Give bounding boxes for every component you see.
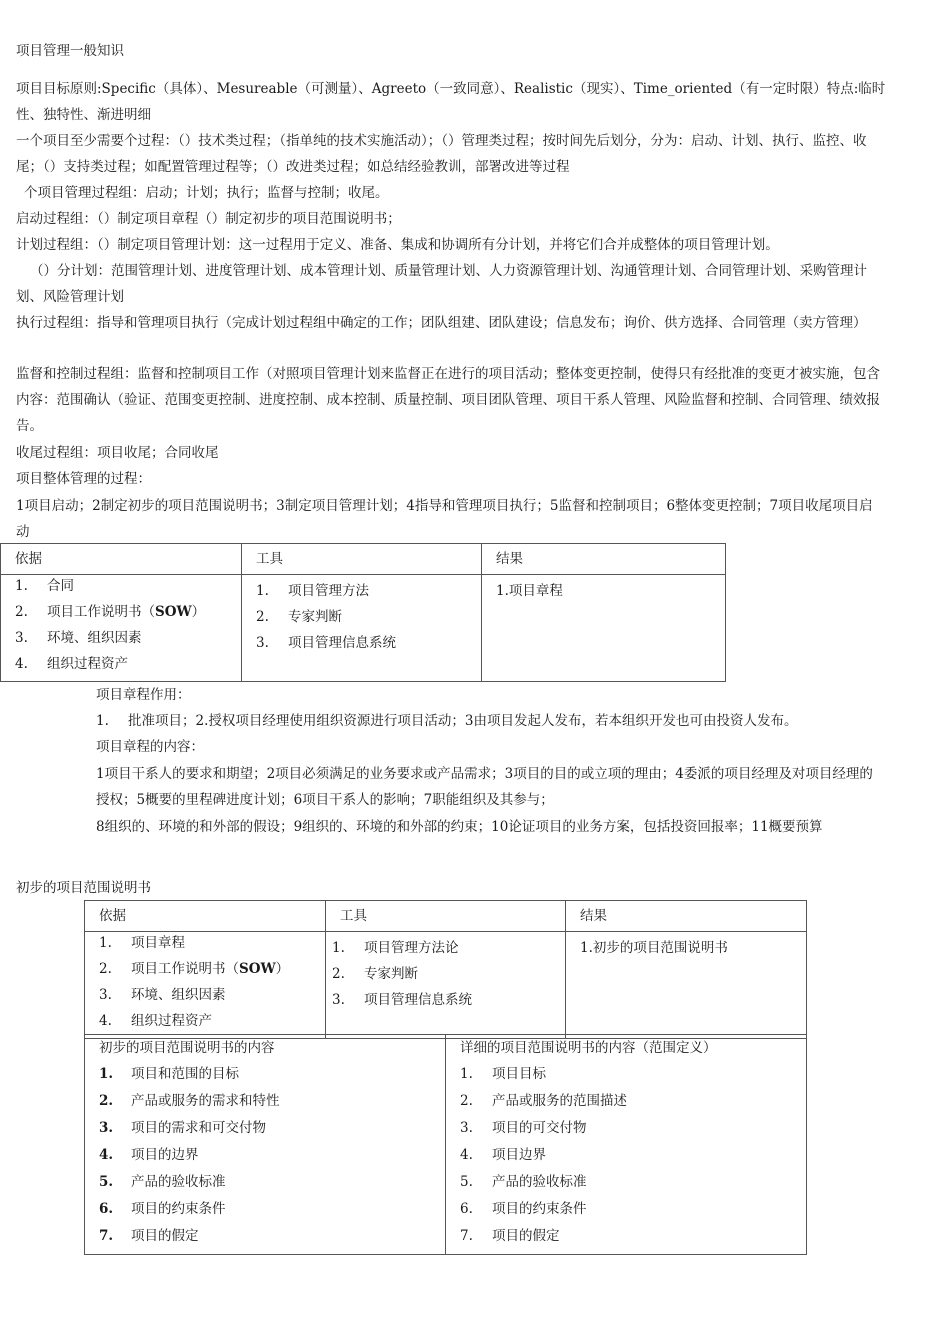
list-item: 4. 项目边界 (460, 1147, 546, 1163)
paragraph-integration-steps: 1项目启动；2制定初步的项目范围说明书；3制定项目管理计划；4指导和管理项目执行；5监督和控制项目；6整体变更控制；7项目收尾项目启动 (16, 498, 873, 540)
scope-title: 初步的项目范围说明书 (16, 880, 151, 896)
page-title: 项目管理一般知识 (16, 43, 124, 59)
charter-role-text: 1. 批准项目；2.授权项目经理使用组织资源进行项目活动；3由项目发起人发布，若本组织开发也可由投资人发布。 (96, 713, 798, 729)
paragraph-integration-title: 项目整体管理的过程： (16, 471, 151, 487)
list-item: 2. 项目工作说明书（SOW） (15, 604, 206, 620)
list-item: 2. 项目工作说明书（SOW） (99, 961, 290, 977)
list-item: 3. 环境、组织因素 (15, 630, 142, 646)
list-item: 1. 项目管理方法论 (332, 940, 459, 956)
list-item: 2. 产品或服务的范围描述 (460, 1093, 627, 1109)
scope-table (84, 900, 807, 1039)
paragraph-initiating: 启动过程组：（）制定项目章程（）制定初步的项目范围说明书； (16, 211, 401, 227)
inputs-cell (1, 575, 242, 682)
list-item: 1. 项目目标 (460, 1066, 546, 1082)
list-item: 3. 项目管理信息系统 (256, 635, 396, 651)
charter-content-2: 8组织的、环境的和外部的假设；9组织的、环境的和外部的约束；10论证项目的业务方案，包括投资回报率；11概要预算 (96, 819, 823, 835)
paragraph-processes: 一个项目至少需要个过程：（）技术类过程；（指单纯的技术实施活动）；（）管理类过程；按时间先后划分，分为：启动、计划、执行、监控、收尾；（）支持类过程；如配置管理过程等；（）改进类过程；如总结经验教训，部署改进等过程 (16, 133, 867, 175)
list-item: 2. 产品或服务的需求和特性 (99, 1093, 280, 1109)
paragraph-planning: 计划过程组：（）制定项目管理计划：这一过程用于定义、准备、集成和协调所有分计划，并将它们合并成整体的项目管理计划。 (16, 237, 779, 253)
preliminary-scope-cell (85, 1035, 446, 1255)
table-header-inputs: 依据 (1, 544, 242, 575)
outputs-cell (566, 932, 807, 1039)
paragraph-objectives: 项目目标原则:Specific（具体）、Mesureable（可测量）、Agreeto（一致同意）、Realistic（现实）、Time_oriented（有一定时限）特点:临时性、独特性、渐进明细 (16, 81, 886, 123)
list-item: 1.初步的项目范围说明书 (580, 940, 728, 956)
outputs-cell (482, 575, 726, 682)
list-item: 6. 项目的约束条件 (99, 1201, 226, 1217)
table-header-inputs: 依据 (85, 901, 326, 932)
paragraph-closing: 收尾过程组：项目收尾；合同收尾 (16, 445, 219, 461)
list-item: 4. 项目的边界 (99, 1147, 199, 1163)
tools-cell (326, 932, 566, 1039)
initiation-table (0, 543, 726, 682)
list-item: 5. 产品的验收标准 (99, 1174, 226, 1190)
table-header-tools: 工具 (326, 901, 566, 932)
list-item: 3. 项目的需求和可交付物 (99, 1120, 266, 1136)
list-item: 1. 项目和范围的目标 (99, 1066, 239, 1082)
paragraph-subplans: （）分计划：范围管理计划、进度管理计划、成本管理计划、质量管理计划、人力资源管理计划、沟通管理计划、合同管理计划、采购管理计划、风险管理计划 (16, 263, 867, 305)
charter-role-title: 项目章程作用： (96, 687, 191, 703)
list-item: 4. 组织过程资产 (99, 1013, 212, 1029)
list-item: 3. 环境、组织因素 (99, 987, 226, 1003)
list-item: 3. 项目管理信息系统 (332, 992, 472, 1008)
table-header-tools: 工具 (242, 544, 482, 575)
detailed-scope-header: 详细的项目范围说明书的内容（范围定义） (460, 1040, 717, 1056)
list-item: 7. 项目的假定 (460, 1228, 560, 1244)
table-header-outputs: 结果 (482, 544, 726, 575)
charter-content-title: 项目章程的内容： (96, 739, 204, 755)
list-item: 3. 项目的可交付物 (460, 1120, 587, 1136)
list-item: 1. 项目章程 (99, 935, 185, 951)
inputs-cell (85, 932, 326, 1039)
list-item: 6. 项目的约束条件 (460, 1201, 587, 1217)
charter-content-1: 1项目干系人的要求和期望；2项目必须满足的业务要求或产品需求；3项目的目的或立项的理由；4委派的项目经理及对项目经理的授权；5概要的里程碑进度计划；6项目干系人的影响；7职能组织及其参与； (96, 766, 873, 808)
tools-cell (242, 575, 482, 682)
table-header-outputs: 结果 (566, 901, 807, 932)
paragraph-executing: 执行过程组：指导和管理项目执行（完成计划过程组中确定的工作；团队组建、团队建设；信息发布；询价、供方选择、合同管理（卖方管理） (16, 315, 867, 331)
paragraph-process-groups: 个项目管理过程组：启动；计划；执行；监督与控制；收尾。 (24, 185, 389, 201)
list-item: 2. 专家判断 (256, 609, 342, 625)
list-item: 7. 项目的假定 (99, 1228, 199, 1244)
scope-content-table (84, 1034, 807, 1255)
list-item: 2. 专家判断 (332, 966, 418, 982)
preliminary-scope-header: 初步的项目范围说明书的内容 (99, 1040, 275, 1056)
list-item: 1. 合同 (15, 578, 74, 594)
list-item: 4. 组织过程资产 (15, 656, 128, 672)
detailed-scope-cell (446, 1035, 807, 1255)
list-item: 5. 产品的验收标准 (460, 1174, 587, 1190)
paragraph-monitoring: 监督和控制过程组：监督和控制项目工作（对照项目管理计划来监督正在进行的项目活动；整体变更控制，使得只有经批准的变更才被实施，包含内容：范围确认（验证、范围变更控制、进度控制、成本控制、质量控制、项目团队管理、项目干系人管理、风险监督和控制、合同管理、绩效报告。 (16, 366, 880, 434)
list-item: 1.项目章程 (496, 583, 563, 599)
list-item: 1. 项目管理方法 (256, 583, 369, 599)
